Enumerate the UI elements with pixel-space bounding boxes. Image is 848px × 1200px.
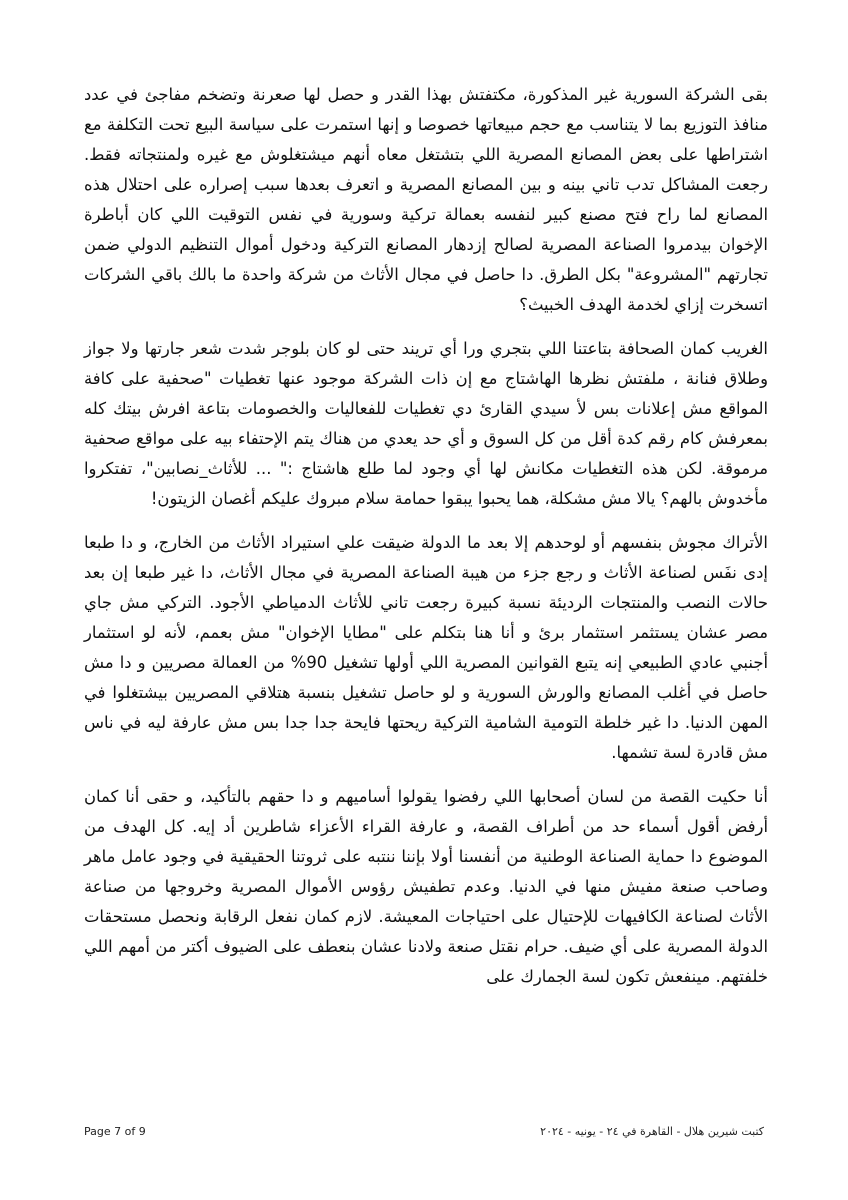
page-number: Page 7 of 9 — [84, 1125, 146, 1138]
paragraph-1: بقى الشركة السورية غير المذكورة، مكتفتش بهذا القدر و حصل لها صعرنة وتضخم مفاجئ في عدد منافذ التوزيع بما لا يتناسب مع حجم مبيعاتها خصوصا و إنها استمرت على سياسة البيع تحت التكلفة مع اشتراطها على بعض المصانع المصرية اللي بتشتغل معاه أنهم ميشتغلوش مع غيره ولمنتجاته فقط. رجعت المشاكل تدب تاني بينه و بين المصانع المصرية و اتعرف بعدها سبب إصراره على احتلال هذه المصانع لما راح فتح مصنع كبير لنفسه بعمالة تركية وسورية في نفس التوقيت اللي كان أباطرة الإخوان بيدمروا الصناعة المصرية لصالح إزدهار المصانع التركية ودخول أموال التنظيم الدولي ضمن تجارتهم "المشروعة" بكل الطرق. دا حاصل في مجال الأثاث من شركة واحدة ما بالك باقي الشركات اتسخرت إزاي لخدمة الهدف الخبيث؟ — [84, 85, 768, 314]
footer-credit: كتبت شيرين هلال - القاهرة في ٢٤ - يونيه - ٢٠٢٤ — [540, 1125, 764, 1138]
paragraph-3: الأتراك مجوش بنفسهم أو لوحدهم إلا بعد ما الدولة ضيقت علي استيراد الأثاث من الخارج، و دا طبعا إدى نفَس لصناعة الأثاث و رجع جزء من هيبة الصناعة المصرية في مجال الأثاث، دا غير طبعا إن بعد حالات النصب والمنتجات الرديئة نسبة كبيرة رجعت تاني للأثاث الدمياطي الأجود. التركي مش جاي مصر عشان يستثمر استثمار برئ و أنا هنا بتكلم على "مطايا الإخوان" مش بعمم، لأنه لو استثمار أجنبي عادي الطبيعي إنه يتبع القوانين المصرية اللي أولها تشغيل 90% من العمالة مصريين و دا مش حاصل في أغلب المصانع والورش السورية و لو حاصل تشغيل بنسبة هتلاقي المصريين بيشتغلوا في المهن الدنيا. دا غير خلطة التومية الشامية التركية ريحتها فايحة جدا جدا بس مش عارفة ليه في ناس مش قادرة لسة تشمها. — [84, 533, 769, 762]
paragraph-2: الغريب كمان الصحافة بتاعتنا اللي بتجري ورا أي تريند حتى لو كان بلوجر شدت شعر جارتها ولا جواز وطلاق فنانة ، ملفتش نظرها الهاشتاج مع إن ذات الشركة موجود عنها تغطيات "صحفية على كافة المواقع مش إعلانات بس لأ سيدي القارئ دي تغطيات للفعاليات والخصومات بتاعة افرش بيتك كله بمعرفش كام رقم كدة أقل من كل السوق و أي حد يعدي من هناك يتم الإحتفاء بيه على مواقع صحفية مرموقة. لكن هذه التغطيات مكانش لها أي وجود لما طلع هاشتاج :" ... للأثاث_نصابين"، تفتكروا مأخدوش بالهم؟ يالا مش مشكلة، هما يحبوا يبقوا حمامة سلام مبروك عليكم أغصان الزيتون! — [84, 339, 768, 508]
paragraph-4: أنا حكيت القصة من لسان أصحابها اللي رفضوا يقولوا أساميهم و دا حقهم بالتأكيد، و حقى أنا كمان أرفض أقول أسماء حد من أطراف القصة، و عارفة القراء الأعزاء شاطرين أد إيه. كل الهدف من الموضوع دا حماية الصناعة الوطنية من أنفسنا أولا بإننا ننتبه على ثروتنا الحقيقية في وجود عامل ماهر وصاحب صنعة مفيش منها في الدنيا. وعدم تطفيش رؤوس الأموال المصرية وخروجها من صناعة الأثاث لصناعة الكافيهات للإحتيال على احتياجات المعيشة. لازم كمان نفعل الرقابة ونحصل مستحقات الدولة المصرية على أي ضيف. حرام نقتل صنعة ولادنا عشان بنعطف على الضيوف أكتر من أمهم اللي خلفتهم. مينفعش تكون لسة الجمارك على — [84, 787, 768, 986]
article-body — [84, 80, 768, 1006]
